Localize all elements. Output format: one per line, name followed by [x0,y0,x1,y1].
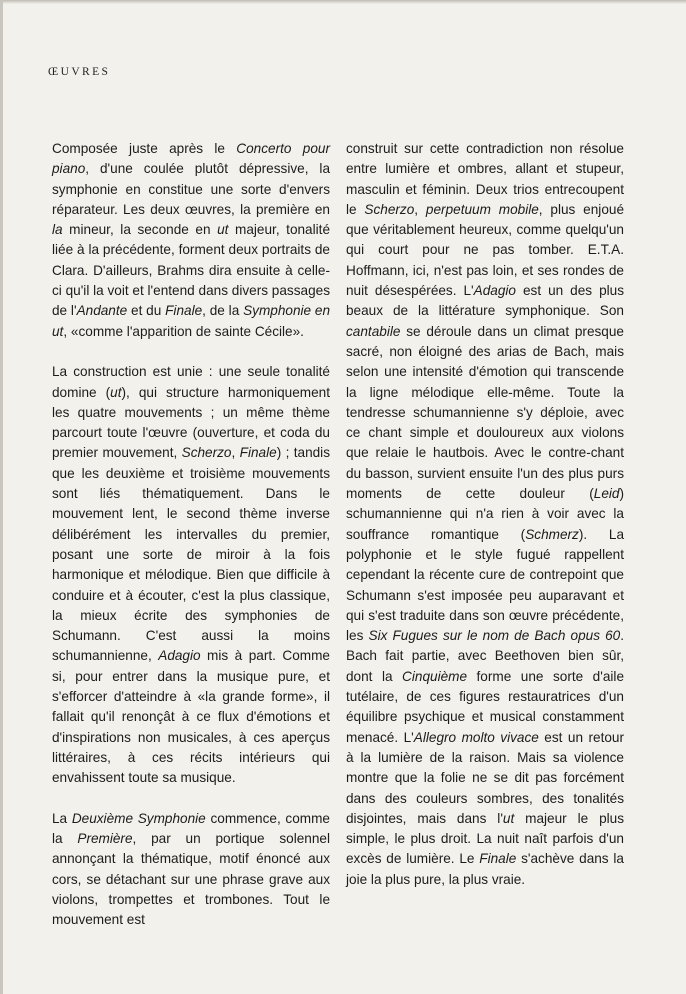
italic-phrase: Concerto pour piano [52,141,330,177]
italic-phrase: Adagio [473,283,516,299]
italic-phrase: Finale [165,303,203,319]
italic-phrase: Cinquième [402,668,468,684]
page-edge [0,0,686,4]
italic-phrase: Allegro molto vivace [413,729,539,745]
italic-phrase: ut [110,384,122,400]
italic-phrase: Scherzo [181,445,232,461]
italic-phrase: Schmerz [525,526,579,542]
paragraph: La construction est unie : une seule tonalité domine (ut), qui structure harmoniquement les quatre mouvements ; un même thème parcourt toute l'œuvre (ouverture, et coda du premier mouvement, Scherzo, Finale) ; tandis que les deuxième et troisième mouvements sont liés thématiquement. Dans le mouvement lent, le second thème inverse délibérément les intervalles du premier, posant une sorte de miroir à la fois harmonique et mélodique. Bien que difficile à conduire et à écouter, c'est la plus classique, la mieux écrite des symphonies de Schumann. C'est aussi la moins schumannienne, Adagio mis à part. Comme si, pour entrer dans la musique pure, et s'efforcer d'atteindre à «la grande forme», il fallait qu'il renonçât à ce flux d'émotions et d'inspirations non musicales, à ces aperçus littéraires, à ces récits intérieurs qui envahissent toute sa musique. [52,364,331,786]
italic-phrase: Finale [239,445,277,461]
italic-phrase: ut [502,810,515,826]
italic-phrase: Scherzo [364,201,415,217]
page-edge-left [0,0,3,994]
italic-phrase: Deuxième Symphonie [71,810,206,826]
right-column [346,139,624,890]
italic-phrase: Adagio [158,648,201,664]
italic-phrase: ut [217,222,229,238]
paragraph: construit sur cette contradiction non résolue entre lumière et ombres, allant et stupeur, masculin et féminin. Deux trios entrecoupent le Scherzo, perpetuum mobile, plus enjoué que véritablement heureux, comme quelqu'un qui court pour ne pas tomber. E.T.A. Hoffmann, ici, n'est pas loin, et ses rondes de nuit désespérées. L'Adagio est un des plus beaux de la littérature symphonique. Son cantabile se déroule dans un climat presque sacré, non éloigné des arias de Bach, mais selon une intensité d'émotion qui transcende la ligne mélodique elle-même. Toute la tendresse schumannienne s'y déploie, avec ce chant simple et douloureux aux violons que relaie le hautbois. Avec le contre-chant du basson, survient ensuite l'un des plus purs moments de cette douleur (Leid) schumannienne qui n'a rien à voir avec la souffrance romantique (Schmerz). La polyphonie et le style fugué rappellent cependant la récente cure de contrepoint que Schumann s'est imposée peu auparavant et qui s'est traduite dans son œuvre précédente, les Six Fugues sur le nom de Bach opus 60. Bach fait partie, avec Beethoven bien sûr, dont la Cinquième forme une sorte d'aile tutélaire, de ces figures restauratrices d'un équilibre psychique et musical constamment menacé. L'Allegro molto vivace est un retour à la lumière de la raison. Mais sa violence montre que la folie ne se dit pas forcément dans des couleurs sombres, des tonalités disjointes, mais dans l'ut majeur le plus simple, le plus droit. La nuit naît parfois d'un excès de lumière. Le Finale s'achève dans la joie la plus pure, la plus vraie. [346,141,625,887]
italic-phrase: Leid [593,486,620,502]
left-column [52,139,330,931]
italic-phrase: perpetuum mobile [425,201,539,217]
italic-phrase: Andante [76,303,128,319]
italic-phrase: Symphonie en ut [52,303,331,339]
paragraph: La Deuxième Symphonie commence, comme la Première, par un portique solennel annonçant la thématique, motif énoncé aux cors, se détachant sur une phrase grave aux violons, trompettes et trombones. Tout le mouvement est [52,810,330,928]
italic-phrase: Six Fugues sur le nom de Bach opus 60 [368,628,621,644]
italic-phrase: Finale [479,851,517,867]
section-header: ŒUVRES [48,66,111,78]
paragraph: Composée juste après le Concerto pour piano, d'une coulée plutôt dépressive, la symphonie en constitue une sorte d'envers réparateur. Les deux œuvres, la première en la mineur, la seconde en ut majeur, tonalité liée à la précédente, forment deux portraits de Clara. D'ailleurs, Brahms dira ensuite à celle-ci qu'il la voit et l'entend dans divers passages de l'Andante et du Finale, de la Symphonie en ut, «comme l'apparition de sainte Cécile». [52,141,331,339]
italic-phrase: cantabile [346,323,401,339]
italic-phrase: la [52,222,63,238]
italic-phrase: Première [77,831,133,847]
